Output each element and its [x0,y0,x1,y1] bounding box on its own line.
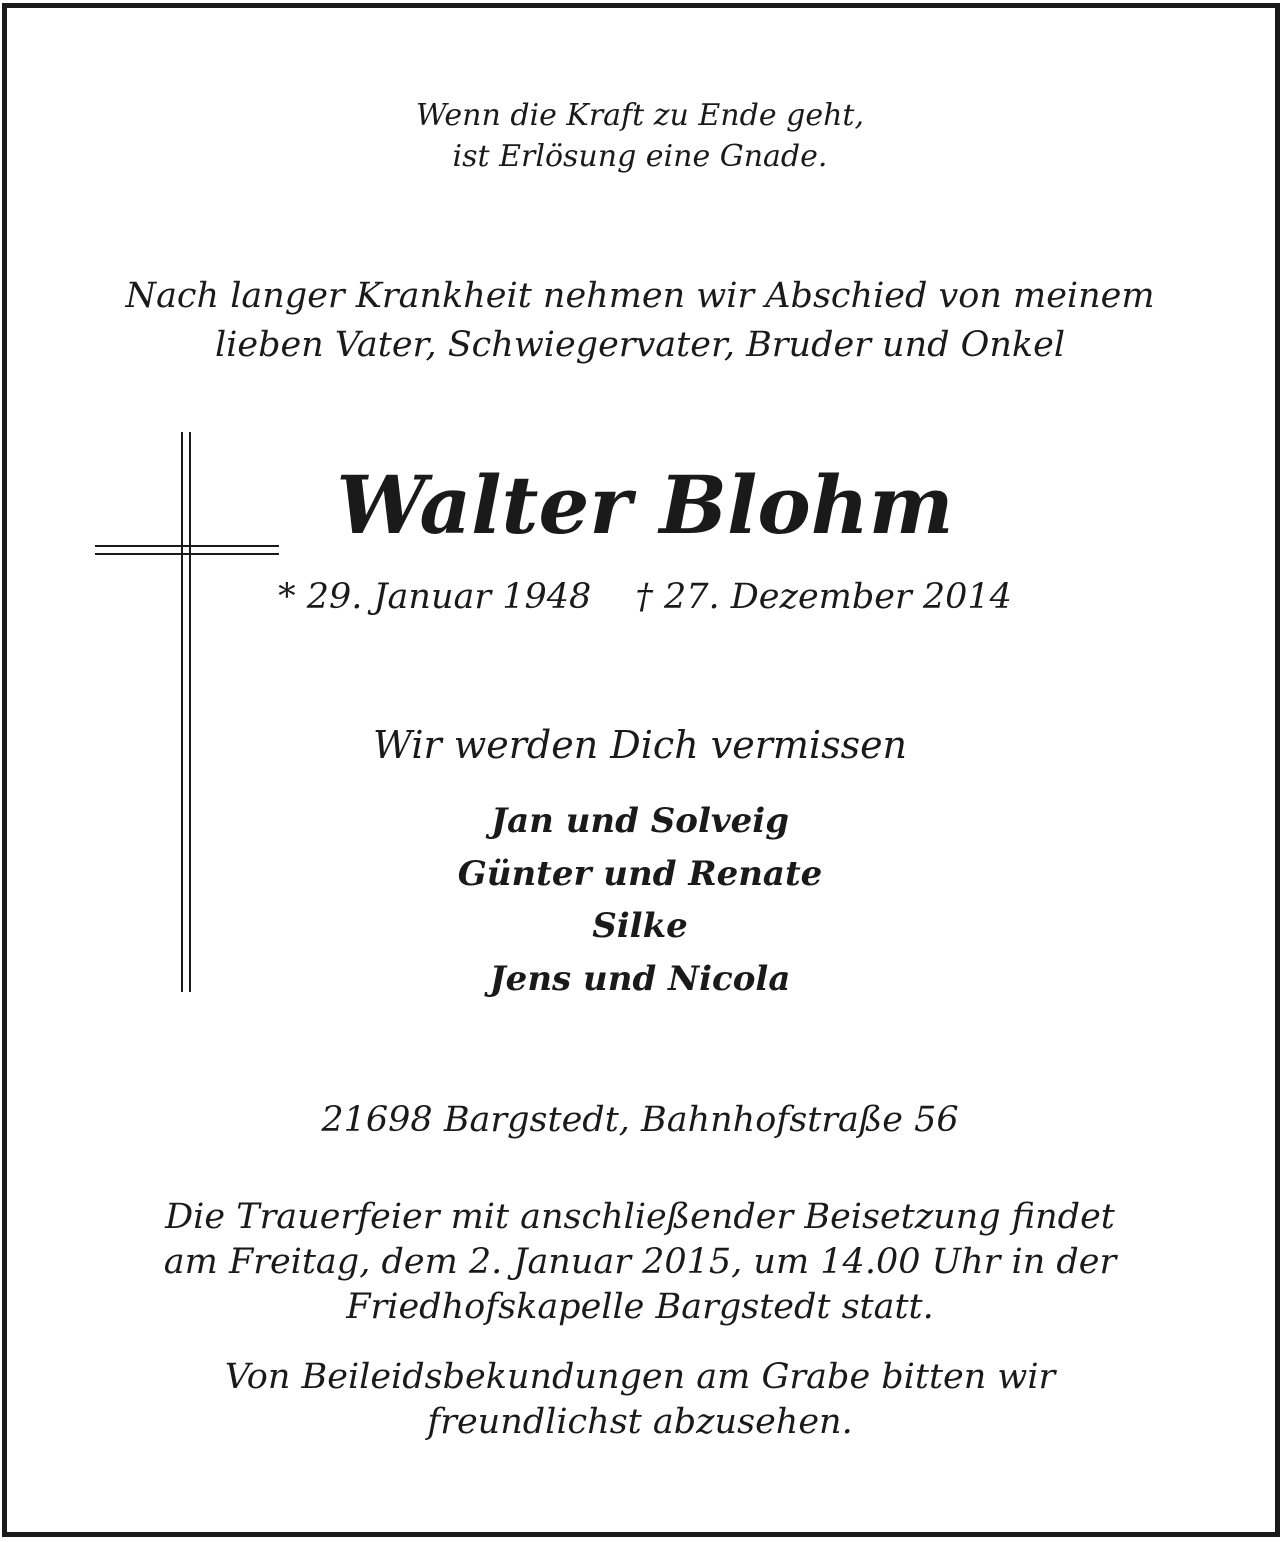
condolence-line: Von Beileidsbekundungen am Grabe bitten wir [224,1357,1056,1397]
service-line: Friedhofskapelle Bargstedt statt. [346,1287,934,1327]
family-member: Jens und Nicola [489,958,791,999]
intro-line: lieben Vater, Schwiegervater, Bruder und Onkel [214,325,1066,365]
intro-line: Nach langer Krankheit nehmen wir Abschied von meinem [125,276,1155,316]
deceased-name: Walter Blohm [336,458,954,552]
family-member: Silke [592,906,688,946]
motto-line: Wenn die Kraft zu Ende geht, [416,98,864,133]
service-line: am Freitag, dem 2. Januar 2015, um 14.00 Uhr in der [163,1242,1117,1282]
motto-line: ist Erlösung eine Gnade. [452,139,828,174]
condolence-note [0,1355,1280,1445]
death-date: † 27. Dezember 2014 [635,577,1012,617]
intro-text [0,272,1280,370]
birth-date: * 29. Januar 1948 [278,577,592,617]
life-dates [0,574,1280,620]
condolence-line: freundlichst abzusehen. [427,1402,853,1442]
family-list [0,795,1280,1005]
service-line: Die Trauerfeier mit anschließender Beisetzung findet [165,1197,1115,1237]
address: 21698 Bargstedt, Bahnhofstraße 56 [321,1100,959,1140]
service-info [0,1195,1280,1330]
motto [0,95,1280,177]
family-member: Jan und Solveig [491,801,789,841]
family-member: Günter und Renate [457,853,823,894]
miss-text: Wir werden Dich vermissen [372,723,908,767]
